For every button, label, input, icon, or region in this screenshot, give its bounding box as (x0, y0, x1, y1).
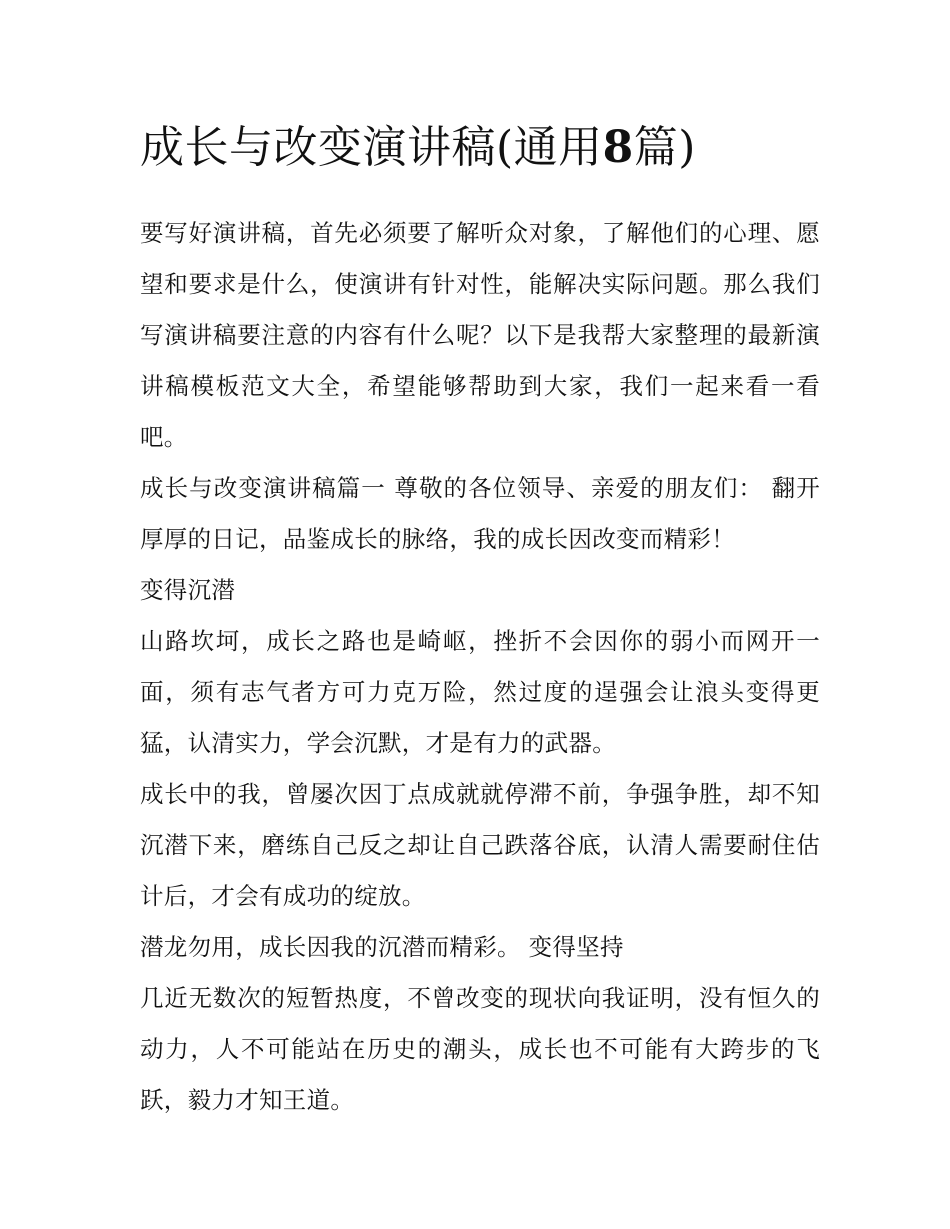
document-title (140, 118, 820, 178)
document-page (140, 118, 820, 1126)
paragraph-speech-opening: 成长与改变演讲稿篇一 尊敬的各位领导、亲爱的朋友们： 翻开厚厚的日记，品鉴成长的脉络，我的成长因改变而精彩！ (140, 474, 820, 553)
title-number: 8 (602, 122, 634, 173)
title-text-end: 篇) (633, 122, 696, 173)
section-heading-chenqian: 变得沉潜 (140, 576, 236, 604)
paragraph-qianlong: 潜龙勿用，成长因我的沉潜而精彩。 变得坚持 (140, 933, 624, 961)
paragraph-persistence: 几近无数次的短暂热度，不曾改变的现状向我证明，没有恒久的动力，人不可能站在历史的潮头，成长也不可能有大跨步的飞跃，毅力才知王道。 (140, 984, 820, 1114)
title-text-start: 成长与改变演讲稿(通用 (140, 122, 603, 173)
paragraph-intro: 要写好演讲稿，首先必须要了解听众对象，了解他们的心理、愿望和要求是什么，使演讲有针对性，能解决实际问题。那么我们写演讲稿要注意的内容有什么呢？以下是我帮大家整理的最新演讲稿模板范文大全，希望能够帮助到大家，我们一起来看一看吧。 (140, 219, 820, 451)
paragraph-growth-me: 成长中的我，曾屡次因丁点成就就停滞不前，争强争胜，却不知沉潜下来，磨练自己反之却让自己跌落谷底，认清人需要耐住估计后，才会有成功的绽放。 (140, 780, 820, 910)
paragraph-mountain-road: 山路坎坷，成长之路也是崎岖，挫折不会因你的弱小而网开一面，须有志气者方可力克万险，然过度的逞强会让浪头变得更猛，认清实力，学会沉默，才是有力的武器。 (140, 627, 820, 757)
document-body (140, 208, 820, 1126)
